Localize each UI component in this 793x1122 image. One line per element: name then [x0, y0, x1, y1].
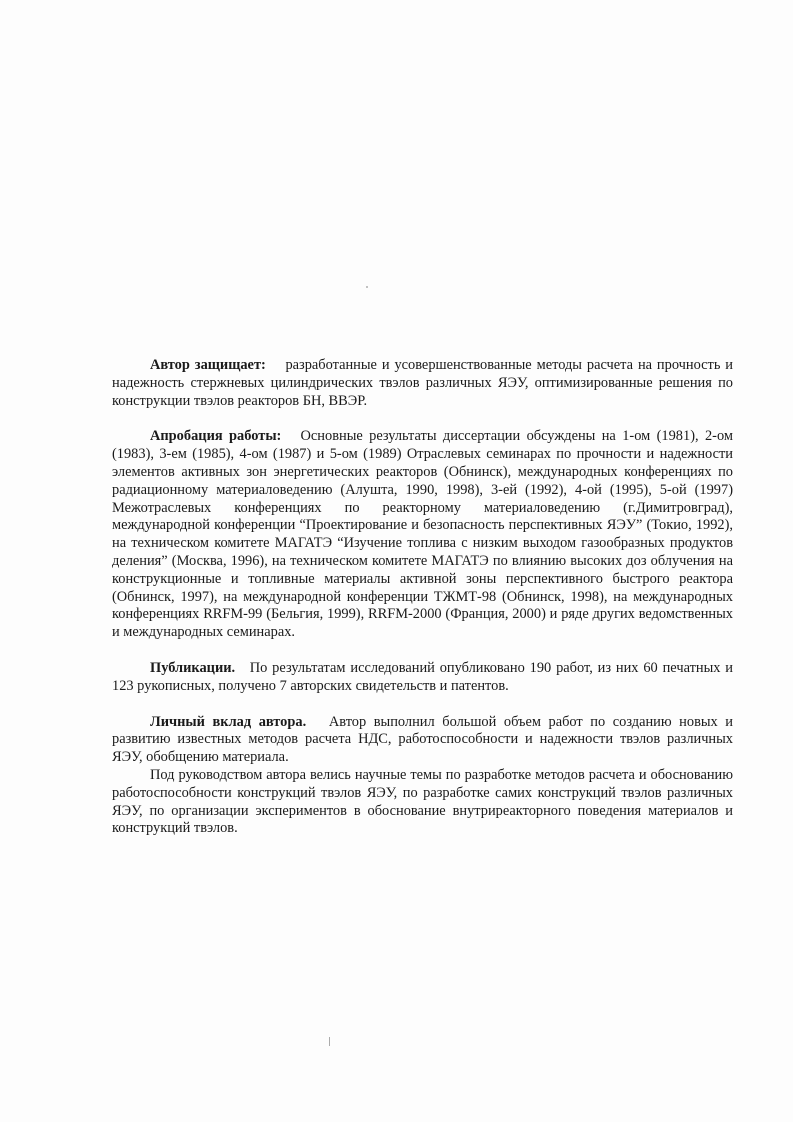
paragraph-publications — [112, 660, 733, 696]
paragraph-approbation — [112, 428, 733, 642]
paragraph-text: Автор выполнил большой объем работ по созданию новых и развитию известных методов расчета НДС, работоспособности и надежности твэлов различных ЯЭУ, обобщению материала. — [112, 713, 734, 766]
paragraph-supervision: Под руководством автора велись научные темы по разработке методов расчета и обоснованию работоспособности конструкций твэлов ЯЭУ, по разработке самих конструкций твэлов различных ЯЭУ, по организации экспериментов в обоснование внутриреакторного поведения материалов и конструкций твэлов. — [112, 766, 733, 837]
scan-speck — [366, 286, 368, 288]
paragraph-lead: Личный вклад автора. — [150, 713, 307, 730]
paragraph-text: По результатам исследований опубликовано 190 работ, из них 60 печатных и 123 рукописных, получено 7 авторских свидетельств и патентов. — [112, 659, 734, 694]
paragraph-lead: Публикации. — [150, 659, 236, 676]
paragraph-author-defends — [112, 357, 733, 410]
paragraph-lead: Апробация работы: — [150, 428, 282, 445]
scan-speck — [329, 1037, 330, 1046]
paragraph-personal-contribution — [112, 714, 733, 767]
paragraph-lead: Автор защищает: — [150, 357, 266, 373]
paragraph-text: разработанные и усовершенствованные методы расчета на прочность и надежность стержневых цилиндрических твэлов различных ЯЭУ, оптимизированные решения по конструкции твэлов реакторов БН, ВВЭР. — [112, 357, 733, 409]
paragraph-text: Основные результаты диссертации обсуждены на 1-ом (1981), 2-ом (1983), 3-ем (1985), 4-ом (1987) и 5-ом (1989) Отраслевых семинарах по прочности и надежности элементов активных зон энергетических реакторов (Обнинск), международных конференциях по радиационному материаловедению (Алушта, 1990, 1998), 3-ей (1992), 4-ой (1995), 5-ой (1997) Межотраслевых конференциях по реакторному материаловедению (г.Димитровград), международной конференции “Проектирование и безопасность перспективных ЯЭУ” (Токио, 1992), на техническом комитете МАГАТЭ “Изучение топлива с низким выходом газообразных продуктов деления” (Москва, 1996), на техническом комитете МАГАТЭ по влиянию высоких доз облучения на конструкционные и топливные материалы активной зоны перспективного быстрого реактора (Обнинск, 1997), на международной конференции ТЖМТ-98 (Обнинск, 1998), на международных конференциях RRFM-99 (Бельгия, 1999), RRFM-2000 (Франция, 2000) и ряде других ведомственных и международных семинарах. — [112, 428, 733, 641]
document-body — [112, 357, 733, 838]
